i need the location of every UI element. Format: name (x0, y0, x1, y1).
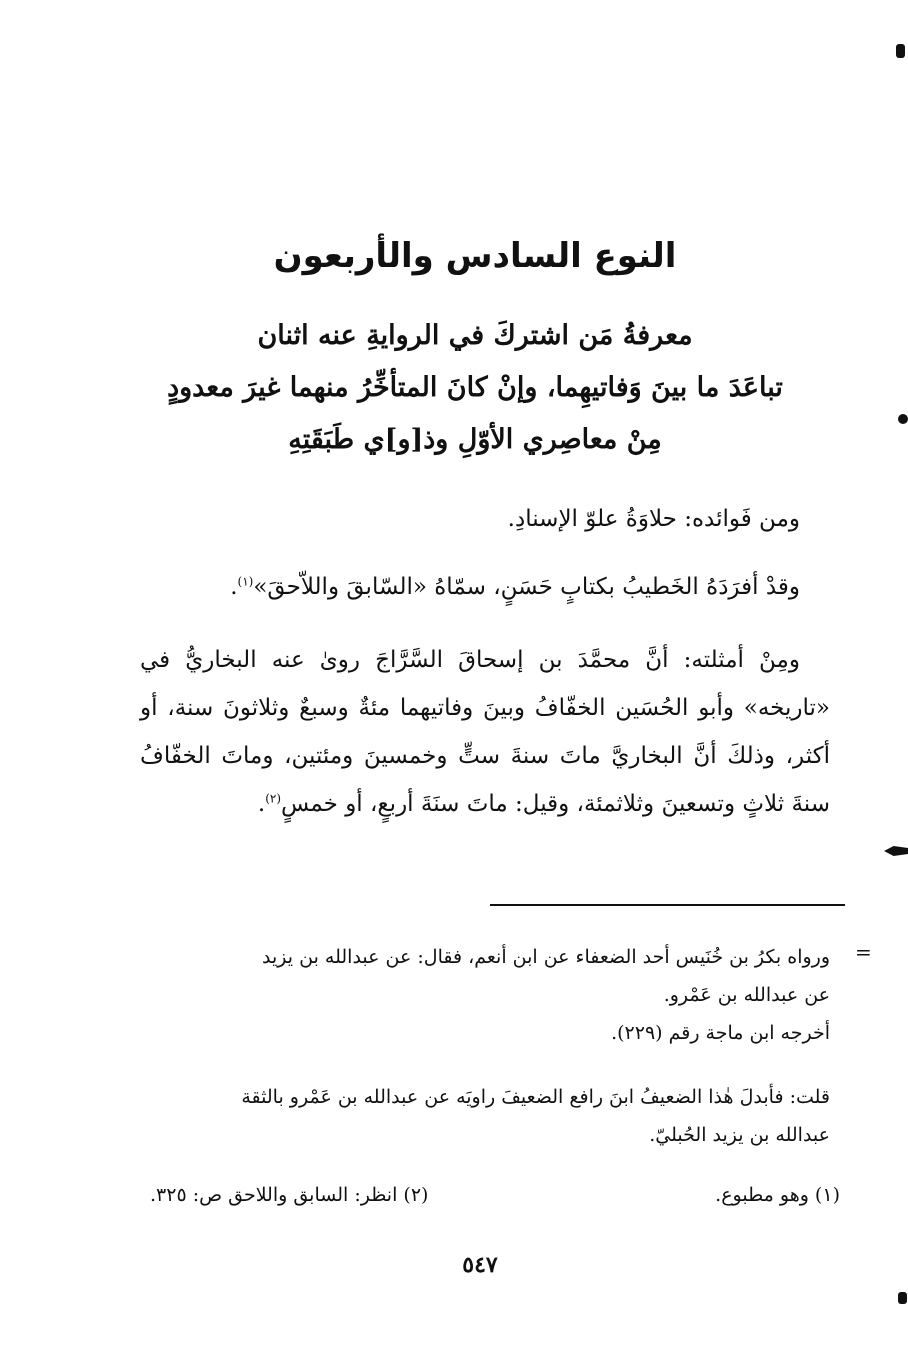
subtitle-line: مِنْ معاصِري الأوّلِ وذ[و]ي طَبَقَتِهِ (288, 424, 662, 455)
paragraph-text: وقدْ أفرَدَهُ الخَطيبُ بكتابٍ حَسَنٍ، سمّاهُ «السّابقَ واللاّحقَ» (253, 574, 800, 600)
footnote-1: (١) وهو مطبوع. (715, 1184, 840, 1206)
paragraph-end: . (230, 574, 238, 600)
footnote-line: عبدالله بن يزيد الحُبليّ. (649, 1124, 830, 1146)
footnote-editor-note (140, 1078, 830, 1154)
paragraph-benefits: ومن فَوائده: حلاوَةُ علوّ الإسنادِ. (507, 506, 800, 532)
footnote-line: قلت: فأبدلَ هٰذا الضعيفُ ابنَ رافع الضعيفَ راويَه عن عبدالله بن عَمْرو بالثقة (241, 1086, 830, 1108)
subtitle-line: تباعَدَ ما بينَ وَفاتيهِما، وإنْ كانَ المتأخِّرُ منهما غيرَ معدودٍ (167, 372, 783, 403)
scan-edge-mark (898, 414, 908, 424)
paragraph-examples (140, 636, 830, 828)
paragraph-end: . (257, 791, 266, 817)
subtitle-line: معرفةُ مَن اشتركَ في الروايةِ عنه اثنان (257, 320, 693, 351)
footnote-2: (٢) انظر: السابق واللاحق ص: ٣٢٥. (150, 1184, 429, 1206)
paragraph-text: ومِنْ أمثلته: أنَّ محمَّدَ بن إسحاقَ السَّرَّاجَ روىٰ عنه البخاريُّ في «تاريخه» وأبو الحُسَين الخفّافُ وبينَ وفاتيهما مئةٌ وسبعٌ وثلاثونَ سنة، أو أكثر، وذلكَ أنَّ البخاريَّ ماتَ سنةَ ستٍّ وخمسينَ ومئتين، وماتَ الخفّافُ سنةَ ثلاثٍ وتسعينَ وثلاثمئة، وقيل: ماتَ سنَةَ أربعٍ، أو خمسٍ (140, 647, 830, 817)
scan-edge-mark (898, 1292, 907, 1304)
page-number: ٥٤٧ (462, 1252, 498, 1278)
footnote-reference: (١) (237, 574, 254, 589)
footnote-continuation-mark: = (855, 940, 872, 964)
footnote-line: ورواه بكرُ بن خُنَيس أحد الضعفاء عن ابن أنعم، فقال: عن عبدالله بن يزيد (262, 946, 830, 968)
footnote-divider (490, 904, 845, 906)
footnote-continuation (140, 938, 830, 1052)
chapter-title: النوع السادس والأربعون (273, 236, 677, 276)
chapter-subtitle (130, 310, 820, 466)
scan-edge-mark (896, 44, 905, 58)
scan-edge-mark (884, 846, 908, 856)
footnote-reference: (٢) (265, 791, 282, 806)
footnote-line: أخرجه ابن ماجة رقم (٢٢٩). (611, 1022, 830, 1044)
paragraph-khatib-book (140, 563, 830, 611)
footnote-line: عن عبدالله بن عَمْرو. (663, 984, 830, 1006)
